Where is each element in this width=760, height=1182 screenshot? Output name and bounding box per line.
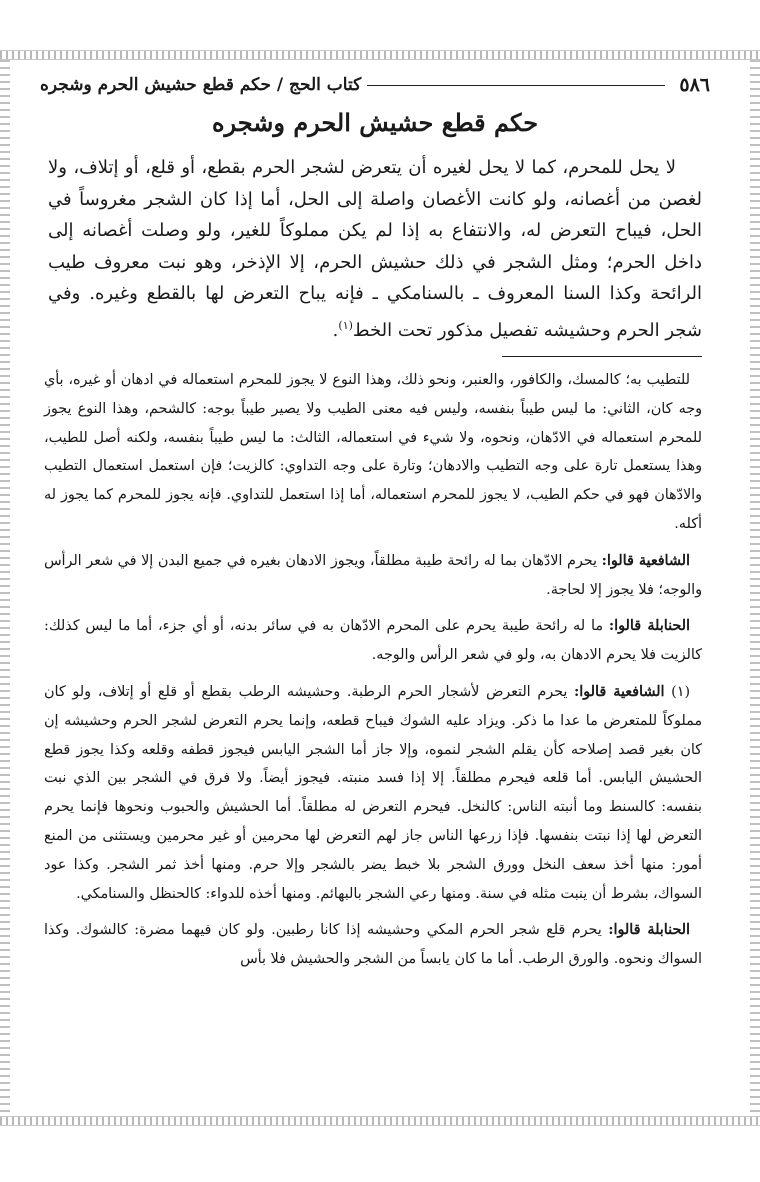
main-paragraph-text: لا يحل للمحرم، كما لا يحل لغيره أن يتعرض لشجر الحرم بقطع، أو قلع، أو إتلاف، ولا لغصن من أغصانه، ولو كانت الأغصان واصلة إلى الحل، أما إذا كان الشجر مغروساً في الحل، فيباح التعرض له، والانتفاع به إذا لم يكن مملوكاً للغير، ولو وصلت أغصانه إلى داخل الحرم؛ ومثل الشجر في ذلك حشيش الحرم، إلا الإذخر، وهو نبت معروف طيب الرائحة وكذا السنا المعروف ـ بالسنامكي ـ فإنه يباح التعرض لها بالقطع وغيره. وفي شجر الحرم وحشيشه تفصيل مذكور تحت الخط [48,157,702,341]
madhhab-label: الشافعية قالوا: [574,683,665,700]
header-rule [367,85,665,86]
running-head: كتاب الحج / حكم قطع حشيش الحرم وشجره [40,75,362,95]
footnote-hanbali-2 [44,916,702,974]
page-header [40,70,710,100]
footnotes [44,366,702,974]
madhhab-text: يحرم قلع شجر الحرم المكي وحشيشه إذا كانا رطبين. ولو كان فيهما مضرة: كالشوك. وكذا السواك ونحوه. والورق الرطب. أما ما كان يابساً من الشجر والحشيش فلا بأس [44,922,702,968]
footnote-continuation [44,366,702,539]
footnote-1 [44,678,702,908]
footnote-reference: (١) [338,318,353,332]
madhhab-label: الحنابلة قالوا: [608,618,690,635]
madhhab-text: ما له رائحة طيبة يحرم على المحرم الادّهان به في سائر بدنه، أو أي جزء، أما ما ليس كذلك: كالزيت فلا يحرم الادهان به، ولو في شعر الرأس والوجه. [44,618,702,664]
madhhab-label: الحنابلة قالوا: [608,922,691,939]
madhhab-text: يحرم التعرض لأشجار الحرم الرطبة. وحشيشه الرطب بقطع أو قلع أو إتلاف، ولو كان مملوكاً للمتعرض ما عدا ما ذكر. ويزاد عليه الشوك فيباح قطعه، وإنما يحرم التعرض لشجر الحرم وحشيشه إن كان بغير قصد إصلاحه كأن يقلم الشجر لنموه، وإلا جاز أما الشجر اليابس فيجوز قطفه وقلعه وكذا يجوز قطع الحشيش اليابس. أما قلعه فيحرم مطلقاً. إلا إذا فسد منبته. فيجوز أيضاً. ولا فرق في الشجر بين الذي نبت بنفسه: كالسنط وما أنبته الناس: كالنخل. فيحرم التعرض له مطلقاً. أما الحشيش والحبوب ونحوها فإنما يحرم التعرض لها إذا نبتت بنفسها. فإذا زرعها الناس جاز لهم التعرض لها محرمين أو غير محرمين ويستثنى من المنع أمور: منها أخذ سعف النخل وورق الشجر بلا خبط يضر بالشجر وإلا حرم. ومنها أخذ ثمر الشجر. وكذا عود السواك، بشرط أن ينبت مثله في سنة. ومنها رعي الشجر بالبهائم. ومنها أخذه للدواء: كالحنظل والسنامكي. [44,683,702,902]
section-title: حكم قطع حشيش الحرم وشجره [211,108,539,137]
decorative-border-bottom [0,1116,760,1126]
page-number: ٥٨٦ [679,74,710,96]
footnote-separator [502,356,702,357]
main-text [48,152,702,346]
decorative-border-left [0,60,10,1116]
madhhab-text: يحرم الادّهان بما له رائحة طيبة مطلقاً، ويجوز الادهان بغيره في جميع البدن إلا في شعر الرأس والوجه؛ فلا يجوز إلا لحاجة. [44,552,702,598]
footnote-continuation-text: للتطيب به؛ كالمسك، والكافور، والعنبر، ونحو ذلك، وهذا النوع لا يجوز للمحرم استعماله في ادهان أو غيره، بأي وجه كان، الثاني: ما ليس طيباً بنفسه، وليس فيه معنى الطيب ولا يصير طيباً بوجه: كالشحم، وهذا النوع يجوز للمحرم استعماله في الادّهان، ونحوه، ولا شيء في استعماله، الثالث: ما ليس طيباً بنفسه، ولكنه أصل للطيب، وهذا يستعمل تارة على وجه التطيب والادهان؛ وتارة على وجه التداوي: كالزيت؛ فإن استعمل استعمال التطيب والادّهان فهو في حكم الطيب، لا يجوز للمحرم استعماله، أما إذا استعمل للتداوي. فإنه يجوز للمحرم كما يجوز له أكله. [44,372,702,532]
footnote-shafii-1 [44,547,702,605]
decorative-border-top [0,50,760,60]
madhhab-label: الشافعية قالوا: [601,552,690,569]
footnote-hanbali-1 [44,612,702,670]
main-paragraph: لا يحل للمحرم، كما لا يحل لغيره أن يتعرض لشجر الحرم بقطع، أو قلع، أو إتلاف، ولا لغصن من أغصانه، ولو كانت الأغصان واصلة إلى الحل، أما إذا كان الشجر مغروساً في الحل، فيباح التعرض له، والانتفاع به إذا لم يكن مملوكاً للغير، ولو وصلت أغصانه إلى داخل الحرم؛ ومثل الشجر في ذلك حشيش الحرم، إلا الإذخر، وهو نبت معروف طيب الرائحة وكذا السنا المعروف ـ بالسنامكي ـ فإنه يباح التعرض لها بالقطع وغيره. وفي شجر الحرم وحشيشه تفصيل مذكور تحت الخط$^{(١)}$. [48,157,702,341]
decorative-border-right [750,60,760,1116]
footnote-number: (١) [671,683,691,700]
